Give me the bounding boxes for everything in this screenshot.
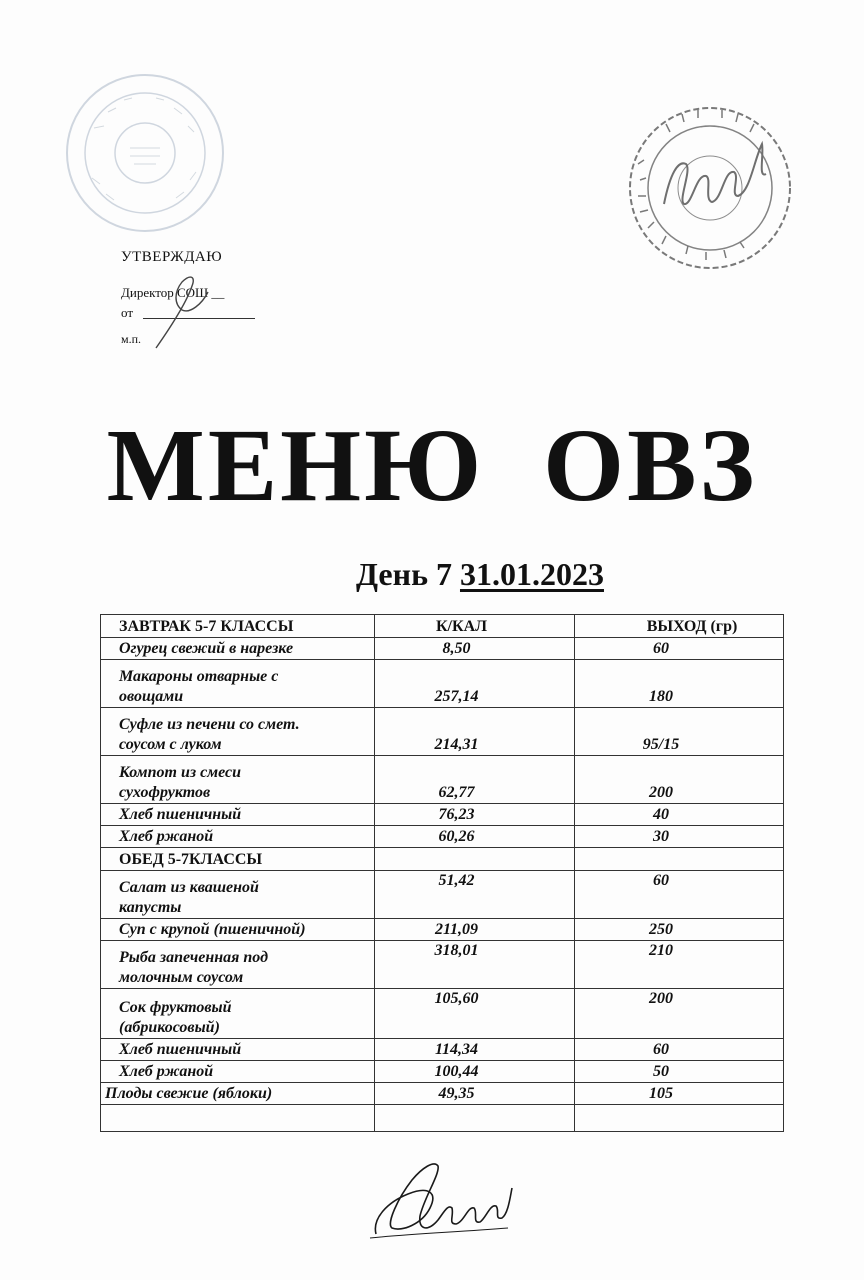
dish-yield: 60	[575, 871, 784, 919]
dish-yield: 95/15	[575, 708, 784, 756]
day-date: 31.01.2023	[459, 556, 604, 592]
empty-row	[101, 1105, 784, 1132]
dish-name: Плоды свежие (яблоки)	[101, 1083, 375, 1105]
dish-kcal: 100,44	[375, 1061, 575, 1083]
dish-kcal: 49,35	[375, 1083, 575, 1105]
table-row	[101, 941, 784, 989]
table-row	[101, 1039, 784, 1061]
dish-yield: 250	[575, 919, 784, 941]
page-title: МЕНЮ ОВЗ	[106, 408, 758, 523]
dish-kcal: 8,50	[375, 638, 575, 660]
director-signature	[152, 274, 212, 350]
dish-name: Салат из квашеной капусты	[101, 871, 375, 919]
dish-name: Макароны отварные с овощами	[101, 660, 375, 708]
dish-kcal: 214,31	[375, 708, 575, 756]
dish-name: Огурец свежий в нарезке	[101, 638, 375, 660]
dish-name: Компот из смеси сухофруктов	[101, 756, 375, 804]
table-row	[101, 919, 784, 941]
table-row	[101, 804, 784, 826]
dish-kcal: 318,01	[375, 941, 575, 989]
table-row	[101, 1083, 784, 1105]
dish-yield: 210	[575, 941, 784, 989]
dish-kcal: 51,42	[375, 871, 575, 919]
table-row	[101, 826, 784, 848]
dish-yield: 105	[575, 1083, 784, 1105]
dish-kcal: 76,23	[375, 804, 575, 826]
dish-name: Сок фруктовый (абрикосовый)	[101, 989, 375, 1039]
menu-table	[100, 614, 784, 1132]
director-label: Директор СОШ __	[121, 285, 225, 300]
dish-yield: 180	[575, 660, 784, 708]
table-row	[101, 1061, 784, 1083]
empty-cell	[575, 1105, 784, 1132]
dish-name: Хлеб пшеничный	[101, 804, 375, 826]
dish-yield: 200	[575, 756, 784, 804]
dish-name: Хлеб ржаной	[101, 1061, 375, 1083]
dish-kcal: 211,09	[375, 919, 575, 941]
day-heading	[0, 554, 864, 594]
dish-yield: 40	[575, 804, 784, 826]
table-row	[101, 871, 784, 919]
dish-kcal: 60,26	[375, 826, 575, 848]
round-seal-right	[626, 104, 794, 272]
day-label: День 7	[356, 556, 452, 592]
approve-label: УТВЕРЖДАЮ	[121, 249, 223, 265]
from-label: от	[121, 304, 271, 324]
empty-cell	[375, 848, 575, 871]
header-yield: ВЫХОД (гр)	[575, 615, 784, 638]
empty-cell	[375, 1105, 575, 1132]
dish-name: Хлеб ржаной	[101, 826, 375, 848]
table-row	[101, 660, 784, 708]
header-meal: ЗАВТРАК 5-7 КЛАССЫ	[101, 615, 375, 638]
dish-kcal: 105,60	[375, 989, 575, 1039]
seal-mark-label: м.п.	[121, 332, 142, 346]
header-kcal: К/КАЛ	[375, 615, 575, 638]
empty-cell	[575, 848, 784, 871]
dish-yield: 60	[575, 1039, 784, 1061]
dish-yield: 30	[575, 826, 784, 848]
dish-name: Суфле из печени со смет. соусом с луком	[101, 708, 375, 756]
dish-name: Хлеб пшеничный	[101, 1039, 375, 1061]
lunch-header: ОБЕД 5-7КЛАССЫ	[101, 848, 375, 871]
dish-name: Рыба запеченная под молочным соусом	[101, 941, 375, 989]
dish-yield: 50	[575, 1061, 784, 1083]
dish-kcal: 62,77	[375, 756, 575, 804]
dish-yield: 200	[575, 989, 784, 1039]
round-seal-left	[64, 68, 226, 238]
table-row	[101, 638, 784, 660]
dish-yield: 60	[575, 638, 784, 660]
empty-cell	[101, 1105, 375, 1132]
dish-kcal: 114,34	[375, 1039, 575, 1061]
dish-kcal: 257,14	[375, 660, 575, 708]
section-row-lunch	[101, 848, 784, 871]
bottom-signature	[368, 1158, 514, 1244]
dish-name: Суп с крупой (пшеничной)	[101, 919, 375, 941]
table-header-row	[101, 615, 784, 638]
table-row	[101, 708, 784, 756]
table-row	[101, 756, 784, 804]
table-row	[101, 989, 784, 1039]
